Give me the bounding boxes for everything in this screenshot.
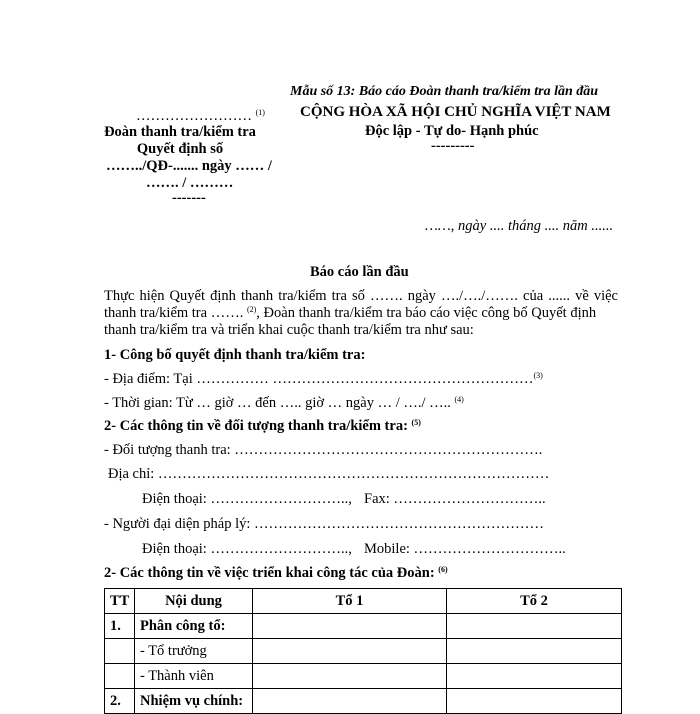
- date-line: ……, ngày .... tháng .... năm ......: [425, 218, 614, 234]
- row-content: - Thành viên: [135, 664, 253, 689]
- header-team-1: Tổ 1: [253, 589, 447, 614]
- section-1-title: 1- Công bố quyết định thanh tra/kiểm tra:: [104, 347, 366, 363]
- org-name: Đoàn thanh tra/kiểm tra: [104, 124, 256, 140]
- form-title: Mẫu số 13: Báo cáo Đoàn thanh tra/kiểm tra lần đầu: [290, 84, 599, 99]
- mobile-line: Mobile: …………………………..: [364, 541, 566, 557]
- right-divider: ---------: [431, 138, 475, 154]
- intro-line-2: thanh tra/kiểm tra ……. $^{(2)}$, Đoàn thanh tra/kiểm tra báo cáo việc công bố Quyết định: [104, 305, 597, 321]
- row-team-1-cell: [253, 639, 447, 664]
- row-team-2-cell: [447, 664, 622, 689]
- row-team-1-cell: [253, 664, 447, 689]
- decision-label: Quyết định số: [136, 141, 224, 157]
- org-placeholder: …………………… $^{(1)}$: [136, 108, 265, 124]
- header-content: Nội dung: [135, 589, 253, 614]
- header-team-2: Tổ 2: [447, 589, 622, 614]
- row-tt: 2.: [105, 689, 135, 714]
- legal-rep-line: - Người đại diện pháp lý: ……………………………………………………: [104, 516, 545, 532]
- row-team-2-cell: [447, 639, 622, 664]
- row-content: Phân công tổ:: [135, 614, 253, 639]
- row-team-1-cell: [253, 689, 447, 714]
- section-3-title: 2- Các thông tin về việc triển khai công tác của Đoàn: $^{(6)}$: [104, 565, 448, 581]
- nation-name: CỘNG HÒA XÃ HỘI CHỦ NGHĨA VIỆT NAM: [300, 104, 611, 120]
- left-divider: -------: [172, 190, 206, 206]
- intro-line-3: thanh tra/kiểm tra và triển khai cuộc thanh tra/kiểm tra như sau:: [104, 322, 474, 338]
- nation-motto: Độc lập - Tự do- Hạnh phúc: [365, 123, 539, 139]
- intro-line-1: Thực hiện Quyết định thanh tra/kiểm tra số ……. ngày …./…./……. của ...... về việc: [104, 288, 618, 304]
- time-line: - Thời gian: Từ … giờ … đến ….. giờ … ngày … / …./ ….. $^{(4)}$: [104, 395, 464, 411]
- row-tt: 1.: [105, 614, 135, 639]
- phone-line-1: Điện thoại: ………………………..,: [142, 491, 352, 507]
- row-team-2-cell: [447, 614, 622, 639]
- decision-date: ……. / ………: [146, 175, 234, 191]
- section-2-title: 2- Các thông tin về đối tượng thanh tra/kiểm tra: $^{(5)}$: [104, 418, 421, 434]
- address-line: Địa chỉ: ………………………………………………………………………: [108, 466, 550, 482]
- report-title: Báo cáo lần đầu: [310, 264, 409, 280]
- phone-line-2: Điện thoại: ………………………..,: [142, 541, 352, 557]
- place-line: - Địa điểm: Tại …………… ………………………………………………$^{(3)}$: [104, 371, 543, 387]
- table-header-row: [105, 589, 622, 614]
- row-tt: [105, 664, 135, 689]
- fax-line: Fax: …………………………..: [364, 491, 546, 507]
- table-row: [105, 614, 622, 639]
- row-team-2-cell: [447, 689, 622, 714]
- row-tt: [105, 639, 135, 664]
- row-team-1-cell: [253, 614, 447, 639]
- team-assignment-table: [104, 588, 622, 714]
- subject-line: - Đối tượng thanh tra: ……………………………………………………….: [104, 442, 543, 458]
- decision-number: ……../QĐ-....... ngày …… /: [106, 158, 272, 174]
- table-row: [105, 639, 622, 664]
- table-row: [105, 664, 622, 689]
- row-content: - Tổ trưởng: [135, 639, 253, 664]
- header-tt: TT: [105, 589, 135, 614]
- table-row: [105, 689, 622, 714]
- row-content: Nhiệm vụ chính:: [135, 689, 253, 714]
